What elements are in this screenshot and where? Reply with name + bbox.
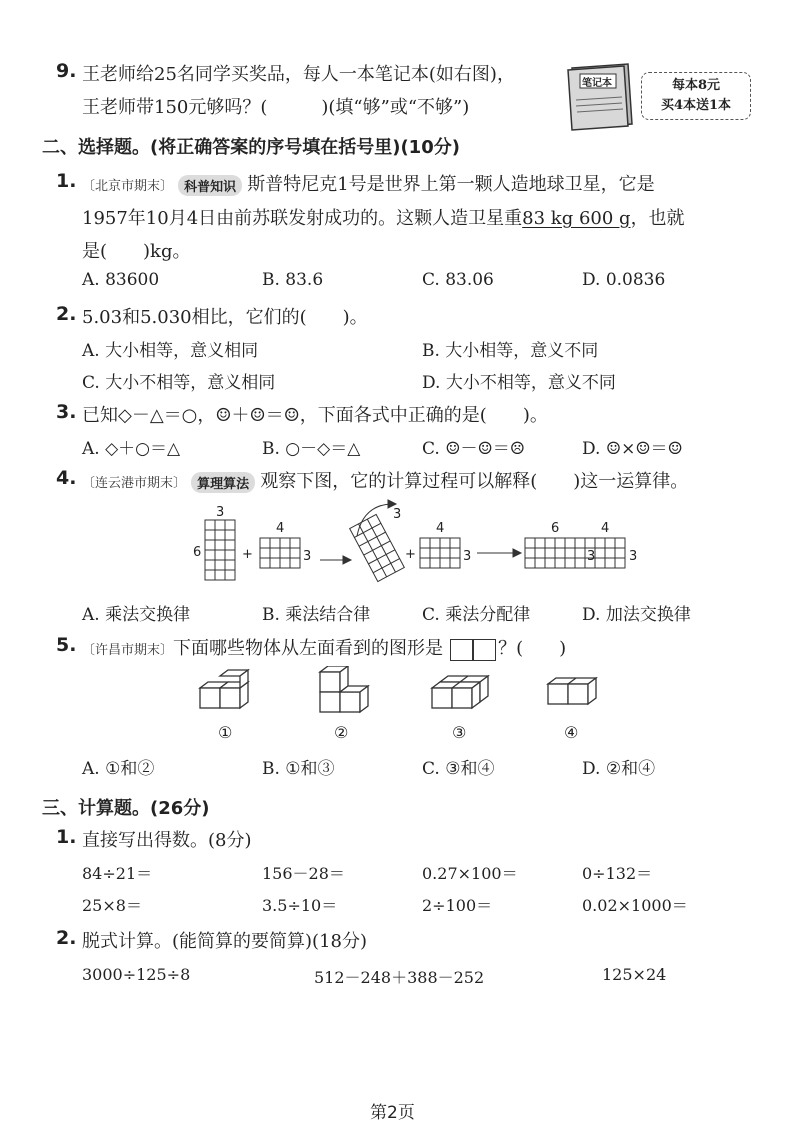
option-c: C. 83.06 <box>422 270 494 290</box>
source-tag: 〔连云港市期末〕 <box>82 476 187 491</box>
option-a: A. 大小相等，意义相同 <box>82 341 259 361</box>
option-b: B. ○－◇＝△ <box>262 439 361 459</box>
question-text: ，也就 <box>630 208 685 229</box>
question-text: 王老师给25名同学买奖品，每人一本笔记本(如右图)， <box>82 64 515 85</box>
question-number: 1. <box>56 170 77 192</box>
option-d: D. 0.0836 <box>582 270 666 290</box>
satellite-weight: 83 kg 600 g <box>522 208 631 229</box>
price-line: 每本8元 <box>671 78 721 93</box>
section-title: 三、计算题。(26分) <box>42 798 210 819</box>
calc-item: 0.02×1000＝ <box>582 896 688 915</box>
source-tag: 〔北京市期末〕 <box>82 179 174 194</box>
cube-figure-1 <box>200 670 248 708</box>
calc-item: 3.5÷10＝ <box>262 896 338 915</box>
question-text: 下面哪些物体从左面看到的图形是 <box>173 638 444 659</box>
calc-item: 0÷132＝ <box>582 864 653 883</box>
calc-item: 512－248＋388－252 <box>314 968 485 987</box>
question-number: 1. <box>56 826 77 848</box>
option-b: B. 乘法结合律 <box>262 605 371 625</box>
plus-sign: + <box>242 547 253 562</box>
calc-item: 125×24 <box>602 965 667 984</box>
question-text: 王老师带150元够吗？( )(填“够”或“不够”) <box>82 97 470 118</box>
calc-item: 84÷21＝ <box>82 864 153 883</box>
calc-item: 156－28＝ <box>262 864 345 883</box>
question-line <box>82 204 685 230</box>
question-line <box>82 467 688 493</box>
price-tag <box>641 72 751 120</box>
option-d: D. 大小不相等，意义不同 <box>422 373 616 393</box>
question-text: 斯普特尼克1号是世界上第一颗人造地球卫星，它是 <box>247 174 655 195</box>
question-text: 5.03和5.030相比，它们的( )。 <box>82 307 368 328</box>
two-square-view-icon <box>450 639 496 661</box>
cube-figure-3 <box>432 676 488 708</box>
question-number: 4. <box>56 467 77 489</box>
section-title: 二、选择题。(将正确答案的序号填在括号里)(10分) <box>42 137 460 158</box>
question-text: ？( ) <box>498 638 567 659</box>
calc-item: 0.27×100＝ <box>422 864 518 883</box>
question-text: 是( )kg。 <box>82 241 191 262</box>
question-number: 9. <box>56 60 77 82</box>
option-c: C. 乘法分配律 <box>422 605 531 625</box>
grid-height-label: 3 <box>629 549 638 564</box>
figure-label: ④ <box>564 723 579 742</box>
grid-height-label: 3 <box>587 549 596 564</box>
grid-width-label: 3 <box>216 505 225 520</box>
grid-width-label: 4 <box>276 521 285 536</box>
question-number: 2. <box>56 303 77 325</box>
question-number: 2. <box>56 927 77 949</box>
figure-label: ① <box>218 723 233 742</box>
notebook-label: 笔记本 <box>582 78 612 89</box>
option-c: C. ③和④ <box>422 759 495 779</box>
grid-width-label: 4 <box>601 521 610 536</box>
option-a: A. ◇＋○＝△ <box>82 439 181 459</box>
notebook-illustration <box>566 60 636 132</box>
question-number: 5. <box>56 634 77 656</box>
option-a: A. 83600 <box>82 270 160 290</box>
question-line <box>82 170 655 196</box>
question-text: 脱式计算。(能简算的要简算)(18分) <box>82 931 367 952</box>
question-line <box>82 634 566 661</box>
grid-height-label: 3 <box>463 549 472 564</box>
option-b: B. ①和③ <box>262 759 335 779</box>
grid-width-label: 6 <box>551 521 560 536</box>
page-number: 第2页 <box>370 1103 415 1123</box>
grid-height-label: 3 <box>303 549 312 564</box>
option-d: D. 加法交换律 <box>582 605 691 625</box>
cube-figures <box>190 666 610 746</box>
grid-width-label: 4 <box>436 521 445 536</box>
plus-sign: + <box>405 547 416 562</box>
question-number: 3. <box>56 401 77 423</box>
grid-height-label: 6 <box>193 545 202 560</box>
option-c: C. 大小不相等，意义相同 <box>82 373 276 393</box>
option-c: C. ☺－☺＝☹ <box>422 439 525 459</box>
figure-label: ③ <box>452 723 467 742</box>
multiplication-grid-figure <box>185 498 645 594</box>
cube-figure-2 <box>320 666 368 712</box>
question-text: 已知◇－△＝○，☺＋☺＝☺，下面各式中正确的是( )。 <box>82 405 548 426</box>
question-text: 直接写出得数。(8分) <box>82 830 252 851</box>
category-badge: 科普知识 <box>178 175 242 196</box>
calc-item: 2÷100＝ <box>422 896 493 915</box>
category-badge: 算理算法 <box>191 472 255 493</box>
option-b: B. 83.6 <box>262 270 324 290</box>
option-a: A. 乘法交换律 <box>82 605 191 625</box>
question-text: 观察下图，它的计算过程可以解释( )这一运算律。 <box>260 471 689 492</box>
grid-width-label: 3 <box>393 507 402 522</box>
option-d: D. ☺×☺＝☺ <box>582 439 683 459</box>
calc-item: 3000÷125÷8 <box>82 965 191 984</box>
question-text: 1957年10月4日由前苏联发射成功的。这颗人造卫星重 <box>82 208 523 229</box>
cube-figure-4 <box>548 678 596 704</box>
option-b: B. 大小相等，意义不同 <box>422 341 599 361</box>
figure-label: ② <box>334 723 349 742</box>
calc-item: 25×8＝ <box>82 896 142 915</box>
option-d: D. ②和④ <box>582 759 656 779</box>
source-tag: 〔许昌市期末〕 <box>82 643 174 658</box>
promo-line: 买4本送1本 <box>660 98 732 113</box>
option-a: A. ①和② <box>82 759 155 779</box>
